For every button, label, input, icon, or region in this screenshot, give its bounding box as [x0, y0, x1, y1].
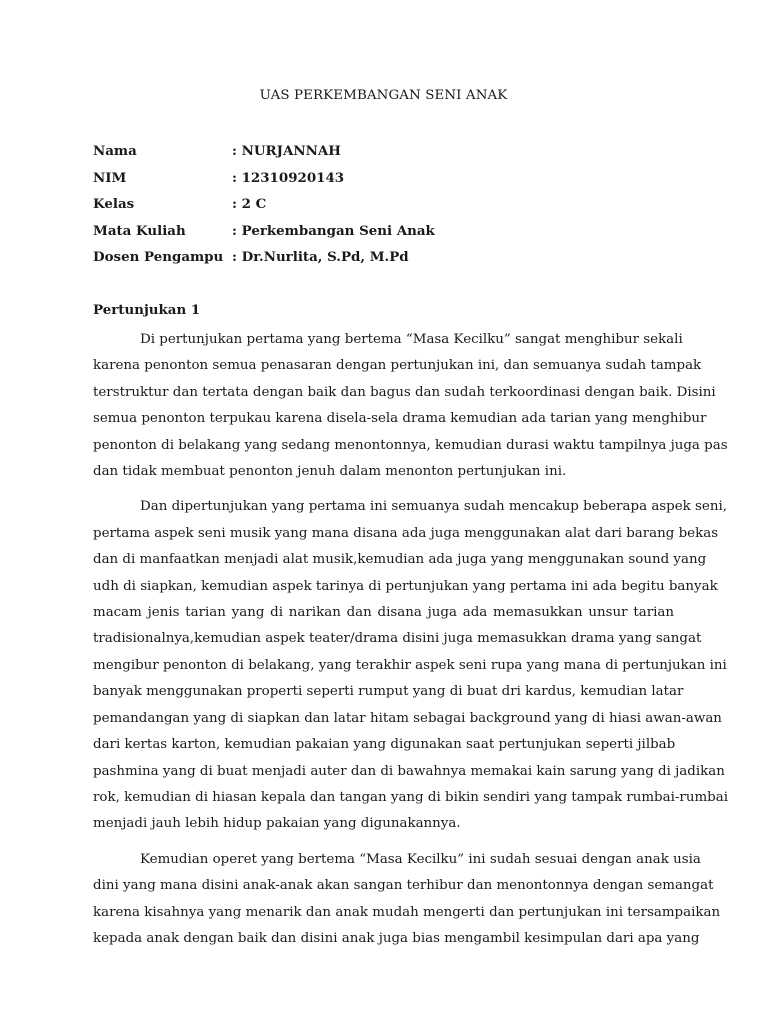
- text-line: pertama aspek seni musik yang mana disana ada juga menggunakan alat dari barang bekas: [93, 525, 719, 541]
- text-line: mengibur penonton di belakang, yang terakhir aspek seni rupa yang mana di pertunjukan ini: [93, 657, 727, 673]
- text-line: Dan dipertunjukan yang pertama ini semuanya sudah mencakup beberapa aspek seni,: [140, 499, 728, 515]
- info-row-kelas: [93, 196, 674, 223]
- info-label: Mata Kuliah: [93, 222, 186, 239]
- text-line: rok, kemudian di hiasan kepala dan tangan yang di bikin sendiri yang tampak rumbai-rumbai: [93, 789, 728, 805]
- text-line: dari kertas karton, kemudian pakaian yang digunakan saat pertunjukan seperti jilbab: [93, 737, 676, 753]
- info-row-name: [93, 143, 674, 170]
- text-line: pashmina yang di buat menjadi auter dan di bawahnya memakai kain sarung yang di jadikan: [93, 763, 725, 779]
- info-value: : Perkembangan Seni Anak: [232, 222, 435, 239]
- section-title: Pertunjukan 1: [93, 302, 201, 318]
- info-label: NIM: [93, 169, 127, 186]
- text-line: banyak menggunakan properti seperti rumput yang di buat dri kardus, kemudian latar: [93, 684, 684, 700]
- info-value: : NURJANNAH: [232, 143, 341, 159]
- text-line: dan tidak membuat penonton jenuh dalam menonton pertunjukan ini.: [93, 464, 567, 480]
- info-value: : 12310920143: [232, 169, 345, 186]
- info-value: : Dr.Nurlita, S.Pd, M.Pd: [232, 249, 409, 265]
- student-info: [93, 143, 674, 276]
- info-row-nim: [93, 170, 674, 197]
- text-line: pemandangan yang di siapkan dan latar hitam sebagai background yang di hiasi awan-awan: [93, 710, 722, 726]
- text-line: Di pertunjukan pertama yang bertema “Masa Kecilku” sangat menghibur sekali: [140, 332, 683, 347]
- text-line: kepada anak dengan baik dan disini anak juga bias mengambil kesimpulan dari apa yang: [93, 930, 700, 946]
- text-line: tradisionalnya,kemudian aspek teater/drama disini juga memasukkan drama yang sangat: [93, 631, 702, 647]
- text-line: karena penonton semua penasaran dengan pertunjukan ini, dan semuanya sudah tampak: [93, 358, 702, 374]
- text-line: macam jenis tarian yang di narikan dan disana juga ada memasukkan unsur tarian: [93, 605, 674, 621]
- text-line: udh di siapkan, kemudian aspek tarinya di pertunjukan yang pertama ini ada begitu banyak: [93, 578, 718, 594]
- document-title: UAS PERKEMBANGAN SENI ANAK: [259, 88, 508, 103]
- paragraph-2: [93, 494, 728, 837]
- info-row-dosen: [93, 249, 674, 276]
- info-value: : 2 C: [232, 196, 267, 212]
- text-line: Kemudian operet yang bertema “Masa Kecilku” ini sudah sesuai dengan anak usia: [140, 851, 701, 867]
- text-line: penonton di belakang yang sedang menontonnya, kemudian durasi waktu tampilnya juga pas: [93, 437, 728, 453]
- text-line: semua penonton terpukau karena disela-sela drama kemudian ada tarian yang menghibur: [93, 411, 707, 427]
- text-line: menjadi jauh lebih hidup pakaian yang digunakannya.: [93, 816, 461, 832]
- paragraph-1: [93, 327, 728, 485]
- text-line: karena kisahnya yang menarik dan anak mudah mengerti dan pertunjukan ini tersampaikan: [93, 904, 721, 920]
- info-label: Nama: [93, 143, 137, 159]
- info-label: Kelas: [93, 196, 135, 212]
- info-row-mata-kuliah: [93, 223, 674, 250]
- paragraph-3: [93, 847, 721, 953]
- text-line: dan di manfaatkan menjadi alat musik,kemudian ada juga yang menggunakan sound yang: [93, 552, 707, 568]
- text-line: dini yang mana disini anak-anak akan sangan terhibur dan menontonnya dengan semangat: [93, 878, 714, 894]
- text-line: terstruktur dan tertata dengan baik dan bagus dan sudah terkoordinasi dengan baik. Disini: [93, 384, 716, 400]
- info-label: Dosen Pengampu: [93, 249, 224, 265]
- document-body: [93, 327, 728, 961]
